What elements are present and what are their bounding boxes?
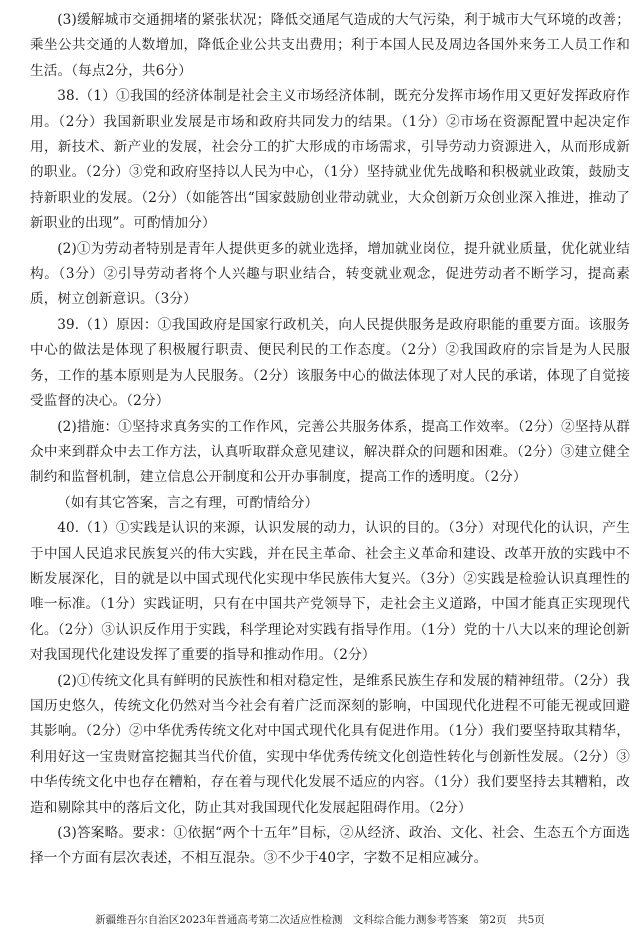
- answer-38-part2: (2)①为劳动者特别是青年人提供更多的就业选择，增加就业岗位，提升就业质量，优化就业结构。（3分）②引导劳动者将个人兴趣与职业结合，转变就业观念，促进劳动者不断学习，提高素质，树立创新意识。（3分）: [30, 240, 630, 308]
- page-footer: 新疆维吾尔自治区2023年普通高考第二次适应性检测 文科综合能力测参考答案 第2页 共5页: [95, 914, 545, 926]
- answer-39-note: （如有其它答案，言之有理，可酌情给分）: [57, 494, 319, 511]
- answer-key-page: [30, 8, 630, 872]
- answer-40-part2: (2)①传统文化具有鲜明的民族性和相对稳定性，是维系民族生存和发展的精神纽带。（2分）我国历史悠久，传统文化仍然对当今社会有着广泛而深刻的影响，中国现代化进程不可能无视或回避其影响。（2分）②中华优秀传统文化对中国式现代化具有促进作用。（1分）我们要坚持取其精华，利用好这一宝贵财富挖掘其当代价值，实现中华优秀传统文化创造性转化与创新性发展。（2分）③中华传统文化中也存在糟粕，存在着与现代化发展不适应的内容。（1分）我们要坚持去其糟粕，改造和剔除其中的落后文化，防止其对我国现代化发展起阻碍作用。（2分）: [30, 672, 630, 816]
- answer-40-part3: (3)答案略。要求：①依据“两个十五年”目标，②从经济、政治、文化、社会、生态五个方面选择一个方面有层次表述，不相互混杂。③不少于40字，字数不足相应减分。: [30, 825, 630, 867]
- answer-40-part1: 40.（1）①实践是认识的来源，认识发展的动力，认识的目的。（3分）对现代化的认识，产生于中国人民追求民族复兴的伟大实践，并在民主革命、社会主义革命和建设、改革开放的实践中不断发展深化，目的就是以中国式现代化实现中华民族伟大复兴。（3分）②实践是检验认识真理性的唯一标准。（1分）实践证明，只有在中国共产党领导下，走社会主义道路，中国才能真正实现现代化。（2分）③认识反作用于实践，科学理论对实践有指导作用。（1分）党的十八大以来的理论创新对我国现代化建设发挥了重要的指导和推动作用。（2分）: [30, 520, 630, 664]
- answer-39-part2: (2)措施：①坚持求真务实的工作作风，完善公共服务体系，提高工作效率。（2分）②坚持从群众中来到群众中去工作方法，认真听取群众意见建议，解决群众的问题和困难。（2分）③建立健全制约和监督机制，建立信息公开制度和公开办事制度，提高工作的透明度。（2分）: [30, 418, 630, 486]
- answer-39-part1: 39.（1）原因：①我国政府是国家行政机关，向人民提供服务是政府职能的重要方面。该服务中心的做法是体现了积极履行职责、便民利民的工作态度。（2分）②我国政府的宗旨是为人民服务，工作的基本原则是为人民服务。（2分）该服务中心的做法体现了对人民的承诺，体现了自觉接受监督的决心。（2分）: [30, 316, 630, 410]
- answer-37-part3: (3)缓解城市交通拥堵的紧张状况；降低交通尾气造成的大气污染，利于城市大气环境的改善；乘坐公共交通的人数增加，降低企业公共支出费用；利于本国人民及周边各国外来务工人员工作和生活。（每点2分，共6分）: [30, 12, 630, 79]
- answer-38-part1: 38.（1）①我国的经济体制是社会主义市场经济体制，既充分发挥市场作用又更好发挥政府作用。（2分）我国新职业发展是市场和政府共同发力的结果。（1分）②市场在资源配置中起决定作用，新技术、新产业的发展，社会分工的扩大形成的市场需求，引导劳动力资源进入，从而形成新的职业。（2分）③党和政府坚持以人民为中心，（1分）坚持就业优先战略和积极就业政策，鼓励支持新职业的发展。（2分）（如能答出“国家鼓励创业带动就业，大众创新万众创业深入推进，推动了新职业的出现”。可酌情加分）: [30, 88, 630, 232]
